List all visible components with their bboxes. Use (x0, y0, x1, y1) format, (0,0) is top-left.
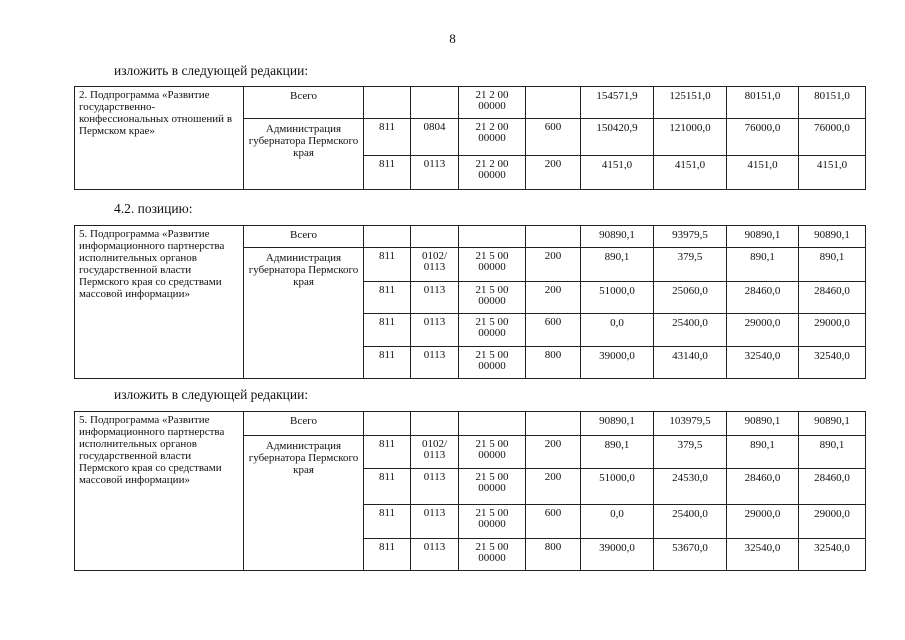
code-vr: 200 (526, 469, 581, 505)
code-grbs (364, 87, 411, 119)
amount-v2: 379,5 (654, 248, 727, 282)
program-name: 5. Подпрограмма «Развитие информационного партнерства исполнительных органов государственной власти Пермского края со средствами массовой информации» (75, 226, 244, 379)
code-rz: 0113 (411, 539, 459, 571)
amount-v2: 93979,5 (654, 226, 727, 248)
code-csr: 21 5 00 00000 (459, 314, 526, 347)
code-vr: 200 (526, 282, 581, 314)
amount-v3: 90890,1 (727, 412, 799, 436)
amount-v1: 90890,1 (581, 226, 654, 248)
amount-v4: 29000,0 (799, 505, 866, 539)
amount-v3: 28460,0 (727, 469, 799, 505)
code-csr: 21 5 00 00000 (459, 282, 526, 314)
code-csr (459, 226, 526, 248)
section-heading: 4.2. позицию: (114, 201, 193, 216)
amount-v4: 4151,0 (799, 156, 866, 190)
code-vr (526, 226, 581, 248)
amount-v4: 29000,0 (799, 314, 866, 347)
amount-v4: 890,1 (799, 436, 866, 469)
code-csr: 21 5 00 00000 (459, 505, 526, 539)
amount-v1: 150420,9 (581, 119, 654, 156)
code-rz (411, 412, 459, 436)
code-grbs: 811 (364, 314, 411, 347)
program-name: 5. Подпрограмма «Развитие информационного партнерства исполнительных органов государственной власти Пермского края со средствами массовой информации» (75, 412, 244, 571)
code-rz (411, 226, 459, 248)
amount-v1: 0,0 (581, 314, 654, 347)
amount-v1: 154571,9 (581, 87, 654, 119)
amount-v4: 28460,0 (799, 469, 866, 505)
amount-v2: 121000,0 (654, 119, 727, 156)
budget-table (74, 86, 866, 190)
code-rz: 0113 (411, 505, 459, 539)
amount-v2: 125151,0 (654, 87, 727, 119)
code-csr (459, 412, 526, 436)
amount-v3: 80151,0 (727, 87, 799, 119)
code-csr: 21 5 00 00000 (459, 539, 526, 571)
amount-v1: 39000,0 (581, 347, 654, 379)
code-vr: 200 (526, 156, 581, 190)
amount-v2: 379,5 (654, 436, 727, 469)
budget-table (74, 411, 866, 571)
code-vr: 600 (526, 119, 581, 156)
code-vr: 200 (526, 436, 581, 469)
code-csr: 21 5 00 00000 (459, 436, 526, 469)
amount-v3: 890,1 (727, 436, 799, 469)
amount-v4: 32540,0 (799, 347, 866, 379)
amount-v2: 4151,0 (654, 156, 727, 190)
code-grbs: 811 (364, 469, 411, 505)
table-row-total (75, 87, 866, 119)
table-row-total (75, 226, 866, 248)
code-grbs: 811 (364, 347, 411, 379)
executor-name: Администрация губернатора Пермского края (244, 248, 364, 379)
amount-v4: 90890,1 (799, 412, 866, 436)
code-grbs: 811 (364, 248, 411, 282)
executor-name: Администрация губернатора Пермского края (244, 119, 364, 190)
code-vr (526, 87, 581, 119)
amount-v4: 28460,0 (799, 282, 866, 314)
code-rz: 0113 (411, 156, 459, 190)
code-rz: 0113 (411, 314, 459, 347)
code-rz: 0102/ 0113 (411, 436, 459, 469)
page-number: 8 (449, 31, 456, 46)
section-heading: изложить в следующей редакции: (114, 387, 309, 402)
amount-v2: 43140,0 (654, 347, 727, 379)
amount-v3: 32540,0 (727, 347, 799, 379)
amount-v4: 76000,0 (799, 119, 866, 156)
code-vr: 800 (526, 539, 581, 571)
amount-v1: 890,1 (581, 248, 654, 282)
executor-name: Администрация губернатора Пермского края (244, 436, 364, 571)
code-vr (526, 412, 581, 436)
code-csr: 21 2 00 00000 (459, 156, 526, 190)
amount-v3: 4151,0 (727, 156, 799, 190)
code-rz: 0113 (411, 282, 459, 314)
amount-v2: 25400,0 (654, 505, 727, 539)
code-grbs: 811 (364, 282, 411, 314)
amount-v4: 80151,0 (799, 87, 866, 119)
code-grbs: 811 (364, 436, 411, 469)
code-grbs: 811 (364, 119, 411, 156)
code-grbs (364, 226, 411, 248)
code-csr: 21 2 00 00000 (459, 87, 526, 119)
amount-v3: 76000,0 (727, 119, 799, 156)
code-csr: 21 5 00 00000 (459, 347, 526, 379)
total-label: Всего (244, 87, 364, 119)
code-grbs: 811 (364, 505, 411, 539)
code-grbs (364, 412, 411, 436)
amount-v3: 890,1 (727, 248, 799, 282)
amount-v2: 53670,0 (654, 539, 727, 571)
amount-v2: 25060,0 (654, 282, 727, 314)
amount-v2: 24530,0 (654, 469, 727, 505)
amount-v1: 0,0 (581, 505, 654, 539)
amount-v1: 90890,1 (581, 412, 654, 436)
total-label: Всего (244, 412, 364, 436)
amount-v3: 32540,0 (727, 539, 799, 571)
amount-v1: 39000,0 (581, 539, 654, 571)
budget-table (74, 225, 866, 379)
amount-v2: 103979,5 (654, 412, 727, 436)
section-heading: изложить в следующей редакции: (114, 63, 309, 78)
code-rz: 0804 (411, 119, 459, 156)
amount-v3: 28460,0 (727, 282, 799, 314)
total-label: Всего (244, 226, 364, 248)
code-vr: 600 (526, 314, 581, 347)
amount-v1: 4151,0 (581, 156, 654, 190)
code-csr: 21 5 00 00000 (459, 248, 526, 282)
code-rz: 0113 (411, 347, 459, 379)
amount-v1: 51000,0 (581, 469, 654, 505)
amount-v2: 25400,0 (654, 314, 727, 347)
amount-v3: 90890,1 (727, 226, 799, 248)
table-row-total (75, 412, 866, 436)
code-vr: 200 (526, 248, 581, 282)
code-csr: 21 2 00 00000 (459, 119, 526, 156)
code-vr: 600 (526, 505, 581, 539)
amount-v3: 29000,0 (727, 505, 799, 539)
code-vr: 800 (526, 347, 581, 379)
amount-v4: 90890,1 (799, 226, 866, 248)
amount-v4: 890,1 (799, 248, 866, 282)
code-csr: 21 5 00 00000 (459, 469, 526, 505)
code-grbs: 811 (364, 156, 411, 190)
code-rz (411, 87, 459, 119)
code-rz: 0102/ 0113 (411, 248, 459, 282)
code-rz: 0113 (411, 469, 459, 505)
program-name: 2. Подпрограмма «Развитие государственно-конфессиональных отношений в Пермском крае» (75, 87, 244, 190)
code-grbs: 811 (364, 539, 411, 571)
amount-v1: 51000,0 (581, 282, 654, 314)
amount-v4: 32540,0 (799, 539, 866, 571)
amount-v1: 890,1 (581, 436, 654, 469)
amount-v3: 29000,0 (727, 314, 799, 347)
